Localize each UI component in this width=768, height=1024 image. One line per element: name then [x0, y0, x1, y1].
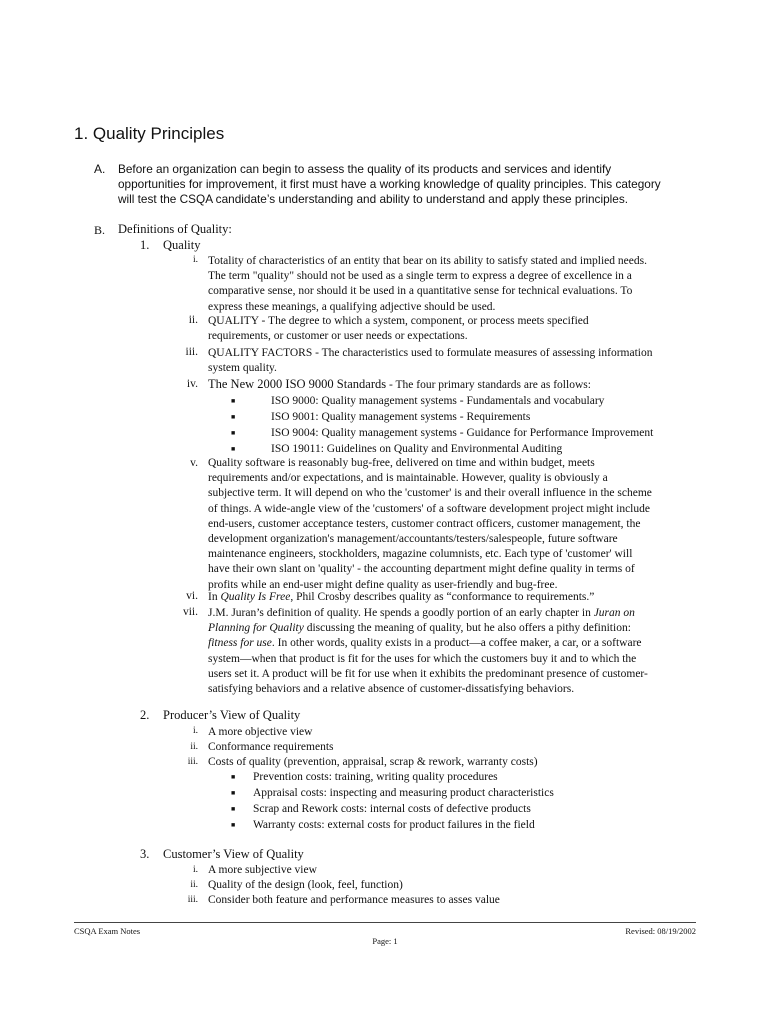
- emphasis-text: fitness for use: [208, 637, 272, 650]
- item-line: Totality of characteristics of an entity that bear on its ability to satisfy stated and implied needs.: [208, 255, 647, 267]
- list-item: A more subjective view: [208, 864, 317, 876]
- section-b-title: Definitions of Quality:: [118, 222, 232, 236]
- book-title: Juran on: [593, 607, 635, 619]
- page-title: 1. Quality Principles: [74, 124, 225, 143]
- book-title: Planning for Quality: [208, 622, 304, 635]
- roman-numeral: iv.: [186, 378, 198, 390]
- section-a-paragraph: [118, 162, 678, 207]
- subsection-title-producer: Producer’s View of Quality: [163, 708, 301, 722]
- paragraph-line: Before an organization can begin to assess the quality of its products and services and identify: [118, 162, 612, 176]
- subsection-number: 3.: [140, 847, 150, 861]
- bullet-item: ISO 9000: Quality management systems - Fundamentals and vocabulary: [271, 395, 605, 407]
- item-line: have their own slant on 'quality' - the accounting department might define quality in terms of: [208, 563, 635, 576]
- item-line: users set it. A product will be fit for use when it exhibits the predominant presence of customer-: [208, 667, 648, 680]
- roman-numeral: v.: [190, 457, 198, 469]
- item-text: discussing the meaning of quality, but he also offers a pithy definition:: [303, 622, 631, 635]
- bullet-icon: ■: [231, 821, 236, 829]
- definition-item: [208, 254, 703, 315]
- roman-numeral: iii.: [185, 346, 198, 358]
- item-line: end-users, customer acceptance testers, customer contract officers, customer management, the: [208, 517, 641, 530]
- roman-numeral: i.: [192, 726, 198, 736]
- bullet-item: ISO 9004: Quality management systems - Guidance for Performance Improvement: [271, 427, 654, 439]
- item-line: comparative sense, nor should it be used in a quantitative sense for technical evaluations. To: [208, 285, 633, 298]
- definition-item: [208, 314, 703, 344]
- definition-item: [208, 346, 703, 376]
- subsection-title-quality: Quality: [163, 238, 201, 252]
- item-line: Quality software is reasonably bug-free, delivered on time and within budget, meets: [208, 457, 595, 469]
- book-title: Quality Is Free: [220, 591, 291, 603]
- list-item: A more objective view: [208, 726, 313, 738]
- item-line: system quality.: [208, 362, 277, 375]
- section-b-marker: B.: [94, 223, 106, 237]
- list-item: Consider both feature and performance measures to asses value: [208, 894, 500, 906]
- item-text: . In other words, quality exists in a product—a coffee maker, a car, or a software: [271, 637, 642, 650]
- iso-standards-intro: - The four primary standards are as follows:: [386, 379, 591, 391]
- definition-item: [208, 456, 703, 593]
- item-line: subjective term. It will depend on who the 'customer' is and their overall influence in the scheme: [208, 487, 652, 500]
- item-line: system—when that product is fit for the uses for which the customers buy it and to which the: [208, 652, 637, 665]
- bullet-item: Warranty costs: external costs for product failures in the field: [253, 819, 535, 831]
- roman-numeral: ii.: [188, 314, 198, 326]
- roman-numeral: ii.: [190, 880, 198, 890]
- definition-item: [208, 590, 703, 605]
- roman-numeral: iii.: [187, 895, 198, 905]
- item-line: satisfying behaviors and a relative absence of customer-dissatisfying behaviors.: [208, 683, 575, 696]
- bullet-item: Appraisal costs: inspecting and measuring product characteristics: [253, 787, 554, 799]
- iso-standards-heading: The New 2000 ISO 9000 Standards: [208, 377, 387, 391]
- item-text: , Phil Crosby describes quality as “conformance to requirements.”: [290, 591, 595, 603]
- roman-numeral: vii.: [182, 606, 198, 618]
- bullet-item: ISO 9001: Quality management systems - Requirements: [271, 411, 531, 423]
- subsection-number: 2.: [140, 708, 150, 722]
- roman-numeral: vi.: [186, 590, 198, 602]
- item-line: QUALITY - The degree to which a system, component, or process meets specified: [208, 315, 589, 327]
- bullet-icon: ■: [231, 413, 236, 421]
- footer-revised-date: Revised: 08/19/2002: [625, 926, 696, 936]
- item-line: QUALITY FACTORS - The characteristics used to formulate measures of assessing information: [208, 347, 653, 359]
- roman-numeral: i.: [192, 865, 198, 875]
- roman-numeral: i.: [192, 255, 198, 265]
- list-item: Quality of the design (look, feel, function): [208, 879, 403, 891]
- list-item: Costs of quality (prevention, appraisal, scrap & rework, warranty costs): [208, 756, 538, 768]
- item-text: J.M. Juran’s definition of quality. He spends a goodly portion of an early chapter in: [208, 607, 594, 619]
- bullet-item: ISO 19011: Guidelines on Quality and Environmental Auditing: [271, 443, 563, 455]
- item-line: of things. A wide-angle view of the 'customers' of a software development project might include: [208, 502, 650, 515]
- item-line: The term "quality" should not be used as a single term to express a degree of excellence in a: [208, 270, 632, 283]
- definition-item: [208, 606, 703, 697]
- bullet-icon: ■: [231, 429, 236, 437]
- list-item: Conformance requirements: [208, 741, 334, 753]
- subsection-title-customer: Customer’s View of Quality: [163, 847, 304, 861]
- bullet-icon: ■: [231, 773, 236, 781]
- bullet-icon: ■: [231, 397, 236, 405]
- subsection-number: 1.: [140, 238, 150, 252]
- item-line: requirements and/or expectations, and is maintainable. However, quality is obviously a: [208, 472, 608, 485]
- bullet-item: Scrap and Rework costs: internal costs of defective products: [253, 803, 531, 815]
- roman-numeral: iii.: [187, 757, 198, 767]
- item-line: requirements, or customer or user needs or expectations.: [208, 330, 468, 343]
- paragraph-line: will test the CSQA candidate’s understanding and ability to understand and apply these principles.: [118, 192, 628, 206]
- section-a-marker: A.: [94, 162, 106, 176]
- roman-numeral: ii.: [190, 742, 198, 752]
- paragraph-line: opportunities for improvement, it first must have a working knowledge of quality principles. This category: [118, 177, 661, 191]
- bullet-icon: ■: [231, 445, 236, 453]
- item-text: In: [208, 591, 221, 603]
- item-line: maintenance engineers, stockholders, magazine columnists, etc. Each type of 'customer' will: [208, 548, 633, 561]
- footer-divider: [74, 922, 696, 923]
- item-line: express these meanings, a qualifying adjective should be used.: [208, 300, 496, 313]
- page-number: Page: 1: [372, 936, 398, 946]
- bullet-icon: ■: [231, 805, 236, 813]
- item-line: development organization's management/accountants/testers/salespeople, future software: [208, 533, 618, 546]
- bullet-icon: ■: [231, 789, 236, 797]
- bullet-item: Prevention costs: training, writing quality procedures: [253, 771, 498, 783]
- definition-item: [208, 377, 703, 393]
- footer-title: CSQA Exam Notes: [74, 926, 141, 936]
- item-line: profits while an end-user might define quality as user-friendly and bug-free.: [208, 578, 558, 591]
